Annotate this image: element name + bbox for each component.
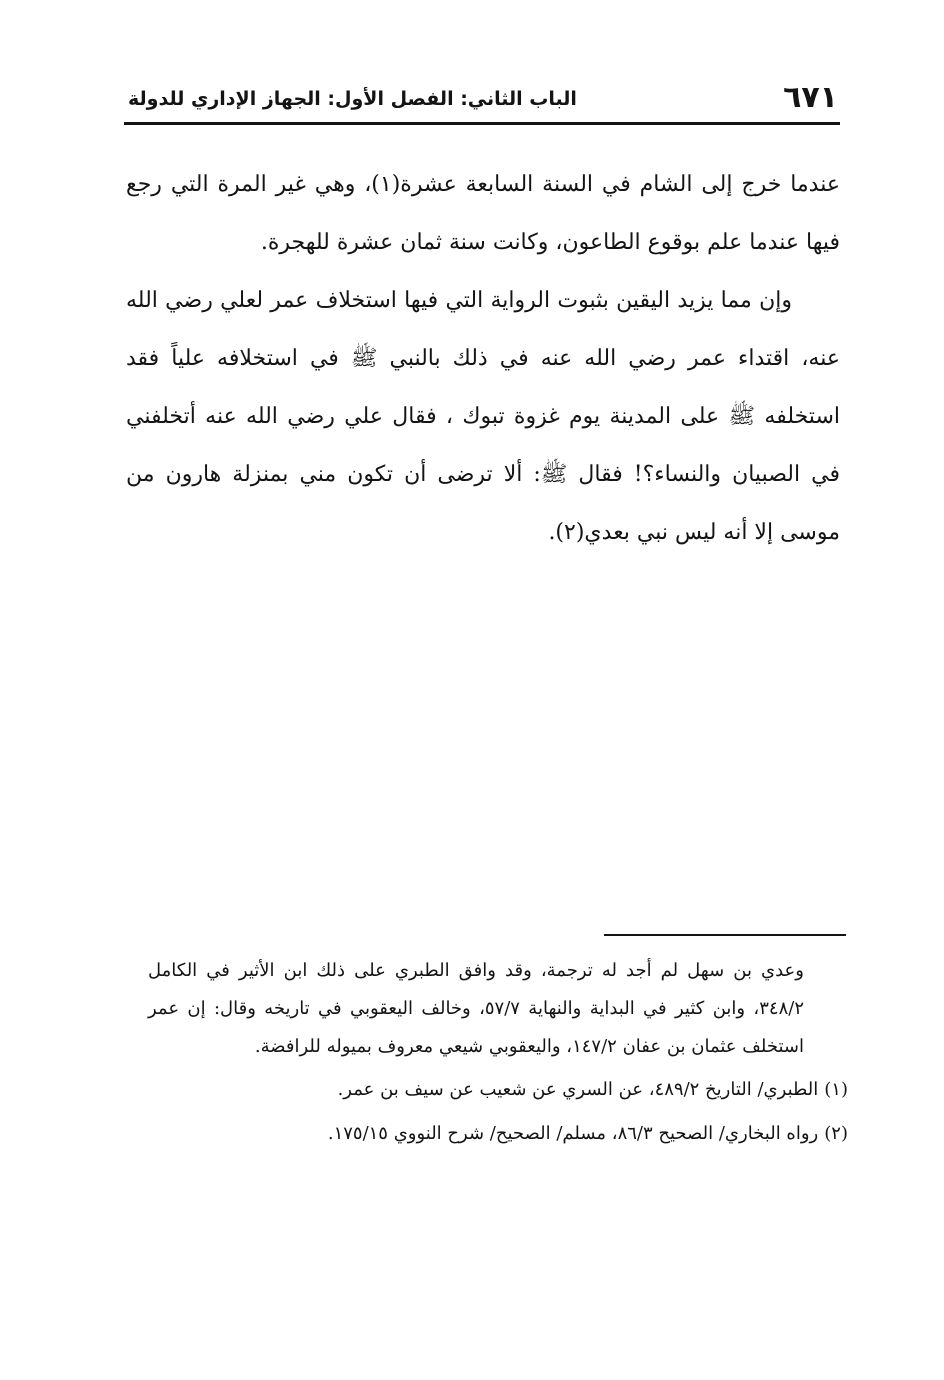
footnote-continued-text: وعدي بن سهل لم أجد له ترجمة، وقد وافق الطبري على ذلك ابن الأثير في الكامل ٣٤٨/٢، وابن كثير في البداية والنهاية ٥٧/٧، وخالف اليعقوبي في تاريخه وقال: إن عمر استخلف عثمان بن عفان ١٤٧/٢، واليعقوبي شيعي معروف بميوله للرافضة. [148,960,804,1057]
page-header [128,78,838,118]
footnotes [148,952,848,1154]
footnote-item [148,1070,848,1110]
main-text [126,156,840,562]
footnote-text: رواه البخاري/ الصحيح ٨٦/٣، مسلم/ الصحيح/ شرح النووي ١٧٥/١٥. [327,1123,819,1144]
page-number: ٦٧١ [783,80,838,115]
paragraph: وإن مما يزيد اليقين بثبوت الرواية التي فيها استخلاف عمر لعلي رضي الله عنه، اقتداء عمر رضي الله عنه في ذلك بالنبي ﷺ في استخلافه علياً فقد استخلفه ﷺ على المدينة يوم غزوة تبوك ، فقال علي رضي الله عنه أتخلفني في الصبيان والنساء؟! فقال ﷺ: ألا ترضى أن تكون مني بمنزلة هارون من موسى إلا أنه ليس نبي بعدي(٢). [126,288,840,545]
header-rule [124,122,840,125]
footnote-text: الطبري/ التاريخ ٤٨٩/٢، عن السري عن شعيب عن سيف بن عمر. [337,1079,819,1100]
footnote-number: (١) [824,1079,848,1100]
footnote-number: (٢) [824,1123,848,1144]
paragraph: عندما خرج إلى الشام في السنة السابعة عشرة(١)، وهي غير المرة التي رجع فيها عندما علم بوقوع الطاعون، وكانت سنة ثمان عشرة للهجرة. [126,172,840,255]
running-title: الباب الثاني: الفصل الأول: الجهاز الإداري للدولة [128,88,577,110]
footnote-separator [604,934,846,936]
footnote-item [148,1114,848,1154]
